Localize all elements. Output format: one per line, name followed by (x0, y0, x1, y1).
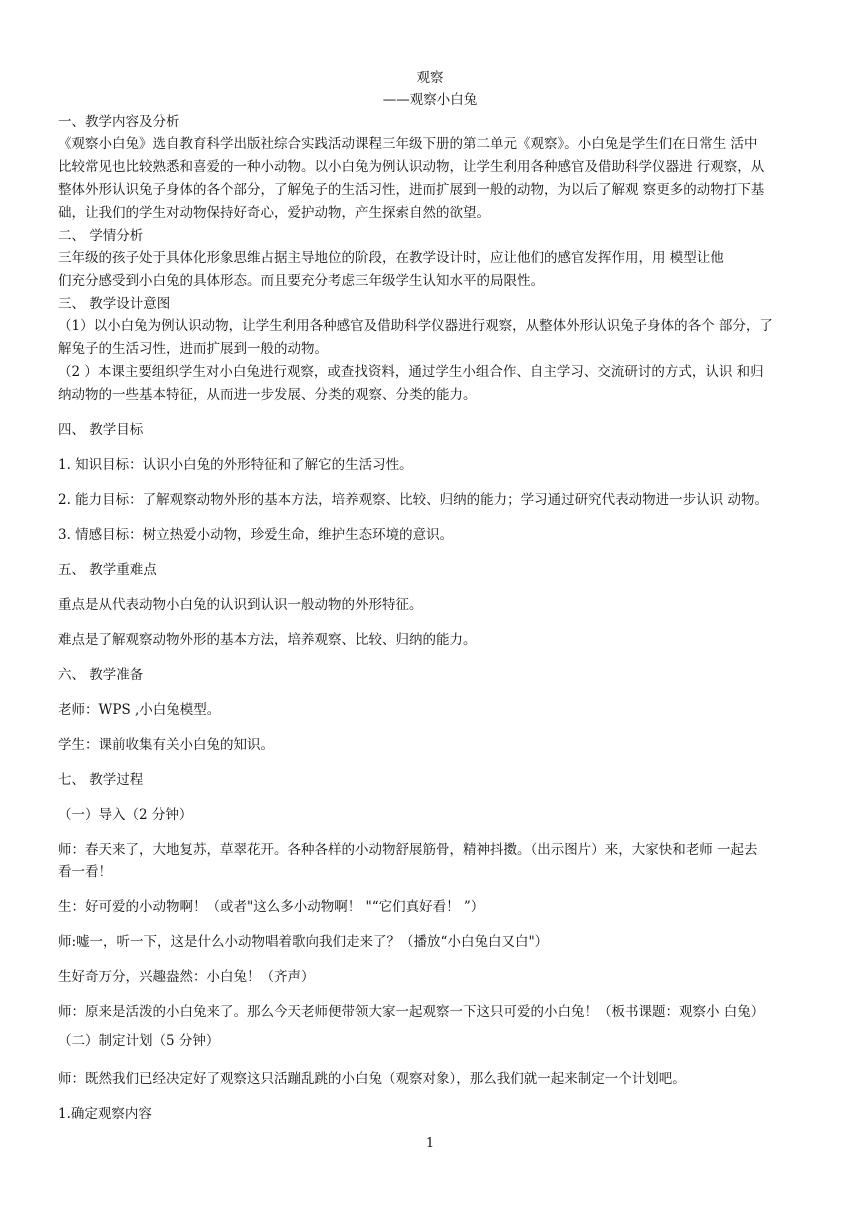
paragraph-line: 生好奇万分，兴趣盎然：小白兔！（齐声） (58, 969, 315, 985)
doc-title: 观察 (416, 70, 444, 86)
paragraph-line: （1）以小白兔为例认识动物，让学生利用各种感官及借助科学仪器进行观察，从整体外形认识兔子身体的各个 部分，了 (58, 318, 773, 334)
section-heading-1: 一、教学内容及分析 (58, 114, 180, 130)
paragraph-line: 纳动物的一些基本特征，从而进一步发展、分类的观察、分类的能力。 (58, 387, 477, 403)
paragraph-line: 老师：WPS ,小白兔模型。 (58, 702, 221, 718)
list-item: 1. 知识目标：认识小白兔的外形特征和了解它的生活习性。 (58, 457, 413, 473)
paragraph-line: 解兔子的生活习性，进而扩展到一般的动物。 (58, 341, 328, 357)
paragraph-line: 1.确定观察内容 (58, 1106, 152, 1122)
list-item: 2. 能力目标：了解观察动物外形的基本方法，培养观察、比较、归纳的能力；学习通过研究代表动物进一步认识 动物。 (58, 492, 768, 508)
paragraph-line: 们充分感受到小白兔的具体形态。而且要充分考虑三年级学生认知水平的局限性。 (58, 273, 544, 289)
section-heading-7: 七、 教学过程 (58, 772, 144, 788)
section-heading-4: 四、 教学目标 (58, 422, 144, 438)
paragraph-line: 《观察小白兔》选自教育科学出版社综合实践活动课程三年级下册的第二单元《观察》。小白兔是学生们在日常生 活中 (58, 136, 758, 152)
doc-subtitle: ——观察小白兔 (382, 92, 478, 108)
section-heading-5: 五、 教学重难点 (58, 562, 157, 578)
paragraph-line: 整体外形认识兔子身体的各个部分，了解兔子的生活习性，进而扩展到一般的动物，为以后了解观 察更多的动物打下基 (58, 182, 765, 198)
subsection-heading: （二）制定计划（5 分钟） (58, 1033, 220, 1049)
paragraph-line: 生：好可爱的小动物啊！（或者"这么多小动物啊！ "“它们真好看！ ”） (58, 899, 485, 915)
paragraph-line: （2 ）本课主要组织学生对小白兔进行观察，或查找资料，通过学生小组合作、自主学习、交流研讨的方式，认识 和归 (58, 364, 764, 380)
paragraph-line: 学生：课前收集有关小白兔的知识。 (58, 737, 274, 753)
paragraph-line: 重点是从代表动物小白兔的认识到认识一般动物的外形特征。 (58, 597, 423, 613)
section-heading-3: 三、 教学设计意图 (58, 296, 171, 312)
paragraph-line: 比较常见也比较熟悉和喜爱的一种小动物。以小白兔为例认识动物，让学生利用各种感官及借助科学仪器进 行观察，从 (58, 159, 765, 175)
paragraph-line: 师：既然我们已经决定好了观察这只活蹦乱跳的小白兔（观察对象），那么我们就一起来制定一个计划吧。 (58, 1071, 686, 1087)
paragraph-line: 础，让我们的学生对动物保持好奇心，爱护动物，产生探索自然的欲望。 (58, 205, 490, 221)
page-number: 1 (425, 1136, 435, 1151)
paragraph-line: 师：春天来了，大地复苏，草翠花开。各种各样的小动物舒展筋骨，精神抖擞。（出示图片）来，大家快和老师 一起去 (58, 842, 758, 858)
list-item: 3. 情感目标：树立热爱小动物，珍爱生命，维护生态环境的意识。 (58, 527, 454, 543)
section-heading-6: 六、 教学准备 (58, 667, 144, 683)
subsection-heading: （一）导入（2 分钟） (58, 807, 193, 823)
paragraph-line: 三年级的孩子处于具体化形象思维占据主导地位的阶段，在教学设计时，应让他们的感官发挥作用，用 模型让他 (58, 250, 724, 266)
paragraph-line: 难点是了解观察动物外形的基本方法，培养观察、比较、归纳的能力。 (58, 632, 477, 648)
section-heading-2: 二、 学情分析 (58, 228, 144, 244)
paragraph-line: 师:嘘一，听一下，这是什么小动物唱着歌向我们走来了？（播放“小白兔白又白"） (58, 934, 549, 950)
paragraph-line: 看一看！ (58, 864, 112, 880)
paragraph-line: 师：原来是活泼的小白兔来了。那么今天老师便带领大家一起观察一下这只可爱的小白兔！（板书课题：观察小 白兔） (58, 1004, 765, 1020)
